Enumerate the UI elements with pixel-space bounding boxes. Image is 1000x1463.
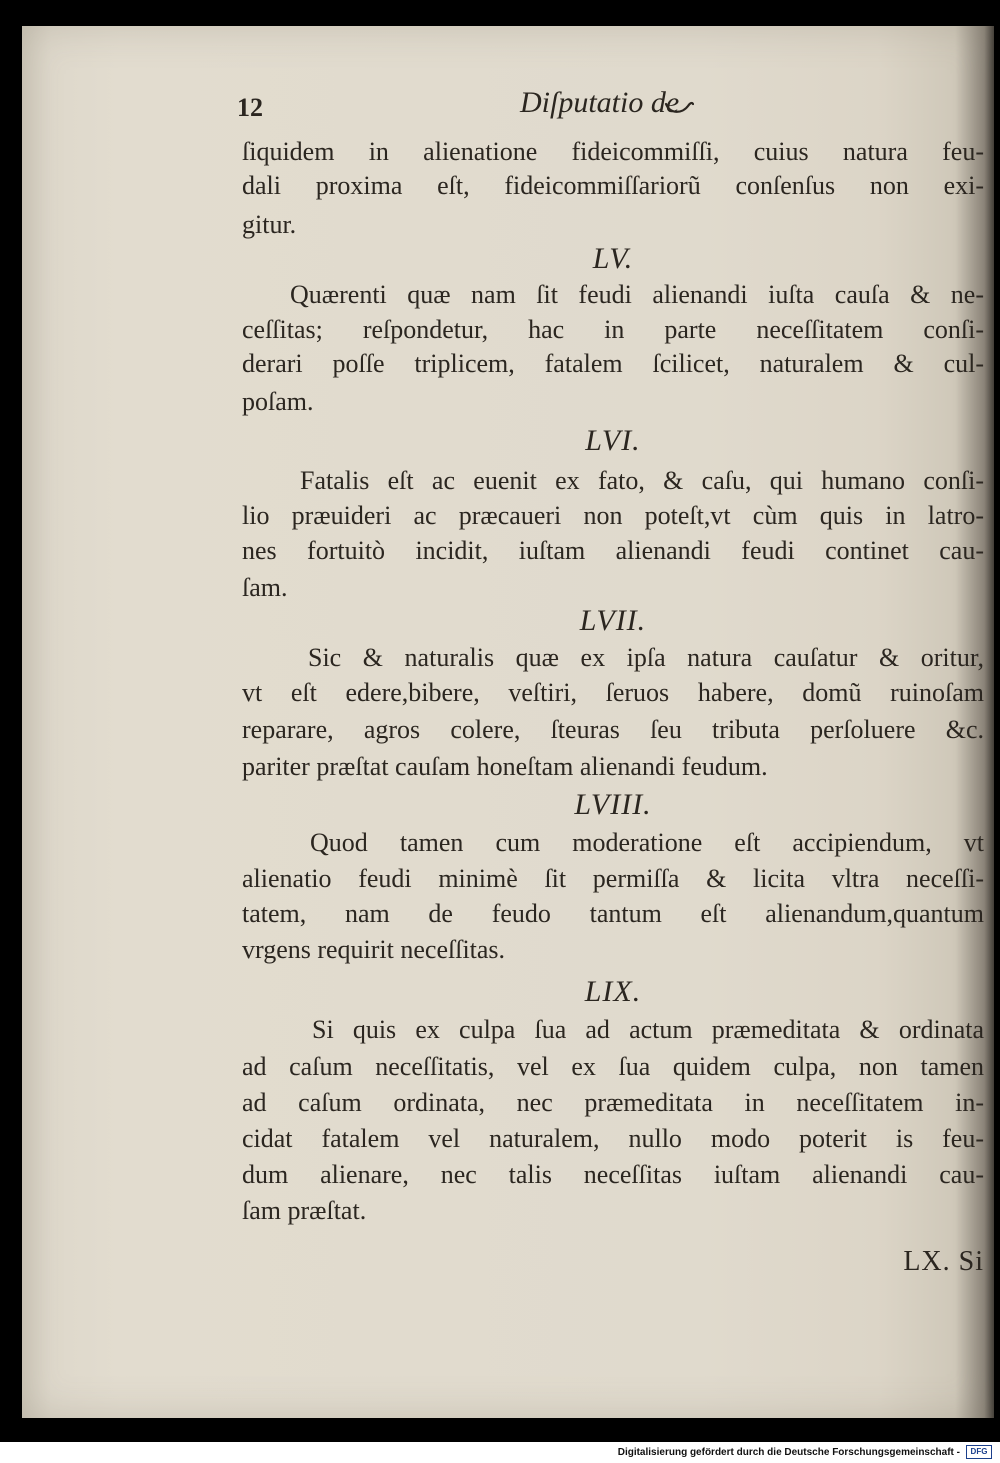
text-line: vt eſt edere,bibere, veſtiri, ſeruos habere, domũ ruinoſam bbox=[242, 678, 984, 707]
text-column bbox=[242, 0, 984, 1418]
text-line: gitur. bbox=[242, 210, 297, 239]
text-line: ceſſitas; reſpondetur, hac in parte neceſſitatem conſi- bbox=[242, 315, 984, 344]
thesis-number: LVIII. bbox=[574, 788, 652, 821]
running-head-title: Diſputatio de bbox=[520, 86, 680, 119]
text-line: ad caſum ordinata, nec præmeditata in neceſſitatem in- bbox=[242, 1088, 984, 1117]
text-line: Si quis ex culpa ſua ad actum præmeditata & ordinata bbox=[312, 1015, 984, 1044]
text-line: Sic & naturalis quæ ex ipſa natura cauſatur & oritur, bbox=[308, 643, 984, 672]
text-line: poſam. bbox=[242, 387, 314, 416]
text-line: nes fortuitò incidit, iuſtam alienandi feudi continet cau- bbox=[242, 536, 984, 565]
text-line: alienatio feudi minimè ſit permiſſa & licita vltra neceſſi- bbox=[242, 864, 984, 893]
text-line: dali proxima eſt, fideicommiſſariorũ conſenſus non exi- bbox=[242, 171, 984, 200]
text-line: ſam. bbox=[242, 573, 288, 602]
text-line: vrgens requirit neceſſitas. bbox=[242, 935, 506, 964]
text-line: Fatalis eſt ac euenit ex fato, & caſu, qui humano conſi- bbox=[300, 466, 984, 495]
thesis-number: LVI. bbox=[585, 424, 641, 457]
funding-credit: Digitalisierung gefördert durch die Deutsche Forschungsgemeinschaft - bbox=[617, 1447, 960, 1458]
dfg-logo-icon: DFG bbox=[966, 1445, 992, 1459]
text-line: Quod tamen cum moderatione eſt accipiendum, vt bbox=[310, 828, 984, 857]
text-line: lio præuideri ac præcaueri non poteſt,vt cùm quis in latro- bbox=[242, 501, 984, 530]
catchword: LX. Si bbox=[903, 1246, 984, 1277]
text-line: ad caſum neceſſitatis, vel ex ſua quidem culpa, non tamen bbox=[242, 1052, 984, 1081]
text-line: derari poſſe triplicem, fatalem ſcilicet, naturalem & cul- bbox=[242, 349, 984, 378]
text-line: dum alienare, nec talis neceſſitas iuſtam alienandi cau- bbox=[242, 1160, 984, 1189]
text-line: ſiquidem in alienatione fideicommiſſi, cuius natura feu- bbox=[242, 137, 984, 166]
thesis-number: LIX. bbox=[584, 975, 642, 1008]
digitization-footer bbox=[0, 1442, 1000, 1463]
text-line: Quærenti quæ nam ſit feudi alienandi iuſta cauſa & ne- bbox=[290, 280, 984, 309]
thesis-number: LV. bbox=[592, 242, 634, 275]
thesis-number: LVII. bbox=[579, 604, 647, 637]
text-line: ſam præſtat. bbox=[242, 1196, 367, 1225]
text-line: tatem, nam de feudo tantum eſt alienandum,quantum bbox=[242, 899, 984, 928]
text-line: cidat fatalem vel naturalem, nullo modo poterit is feu- bbox=[242, 1124, 984, 1153]
page-number: 12 bbox=[237, 93, 263, 122]
text-line: pariter præſtat cauſam honeſtam alienandi feudum. bbox=[242, 752, 768, 781]
text-line: reparare, agros colere, ſteuras ſeu tributa perſoluere &c. bbox=[242, 715, 984, 744]
